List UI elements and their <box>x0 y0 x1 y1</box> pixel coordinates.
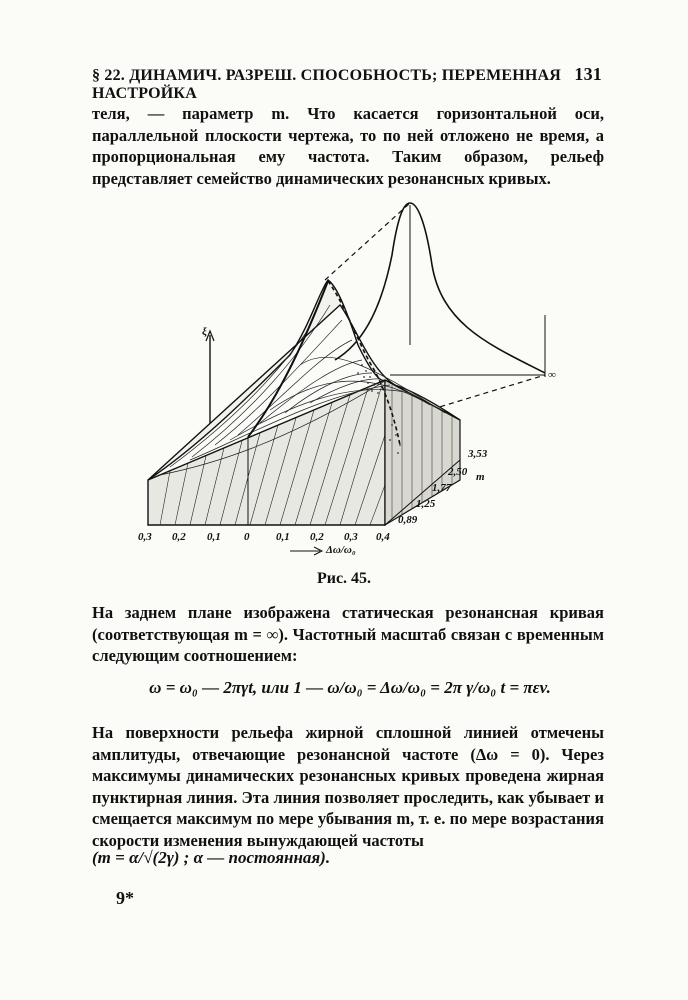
resonance-relief-diagram <box>130 195 570 565</box>
paragraph-2: На заднем плане изображена статическая резонансная кривая (соответствующая m = ∞). Частотный масштаб связан с временным следующим соотношением: <box>92 603 604 665</box>
m-tick-4: 1,25 <box>416 498 436 510</box>
m-axis-label: m <box>476 471 485 483</box>
m-tick-5: 0,89 <box>398 514 418 526</box>
section-title: § 22. ДИНАМИЧ. РАЗРЕШ. СПОСОБНОСТЬ; ПЕРЕМЕННАЯ НАСТРОЙКА <box>92 67 562 102</box>
page-number: 131 <box>574 64 602 84</box>
x-tick-1: 0,3 <box>138 531 152 543</box>
m-tick-1: 3,53 <box>468 448 488 460</box>
running-header <box>92 64 602 103</box>
figure-caption: Рис. 45. <box>316 570 372 587</box>
frequency-time-formula: ω = ω₀ — 2πγt, или 1 — ω/ω₀ = Δω/ω₀ = 2π γ/ω₀ t = πεv. <box>149 678 551 697</box>
signature-mark: 9* <box>116 888 134 908</box>
paragraph-3: На поверхности рельефа жирной сплошной линией отмечены амплитуды, отвечающие резонансной частоте (Δω = 0). Через максимумы динамических резонансных кривых проведена жирная пунктирная линия. Эта линия позволяет проследить, как убывает и смещается максимум по мере убывания m, т. е. по мере возрастания скорости изменения вынуждающей частоты <box>92 723 604 850</box>
peak-connector-dashed <box>325 203 410 280</box>
x-tick-7: 0,3 <box>344 531 358 543</box>
xi-axis-label: ξ <box>202 326 207 338</box>
static-resonance-curve <box>335 203 545 373</box>
x-tick-2: 0,2 <box>172 531 186 543</box>
m-definition-formula: (m = α/√(2γ) ; α — постоянная). <box>92 848 331 867</box>
m-tick-3: 1,77 <box>432 482 452 494</box>
x-tick-3: 0,1 <box>207 531 221 543</box>
x-axis-label: Δω/ω₀ <box>326 544 356 556</box>
x-tick-5: 0,1 <box>276 531 290 543</box>
paragraph-1: теля, — параметр m. Что касается горизонтальной оси, параллельной плоскости чертежа, то по ней отложено не время, а пропорциональная ему частота. Таким образом, рельеф представляет семейство динамических резонансных кривых. <box>92 104 604 188</box>
figure-45 <box>130 195 570 565</box>
infinity-label: ∞ <box>548 369 556 381</box>
x-tick-4: 0 <box>244 531 250 543</box>
x-tick-6: 0,2 <box>310 531 324 543</box>
m-tick-2: 2,50 <box>448 466 468 478</box>
x-tick-8: 0,4 <box>376 531 390 543</box>
